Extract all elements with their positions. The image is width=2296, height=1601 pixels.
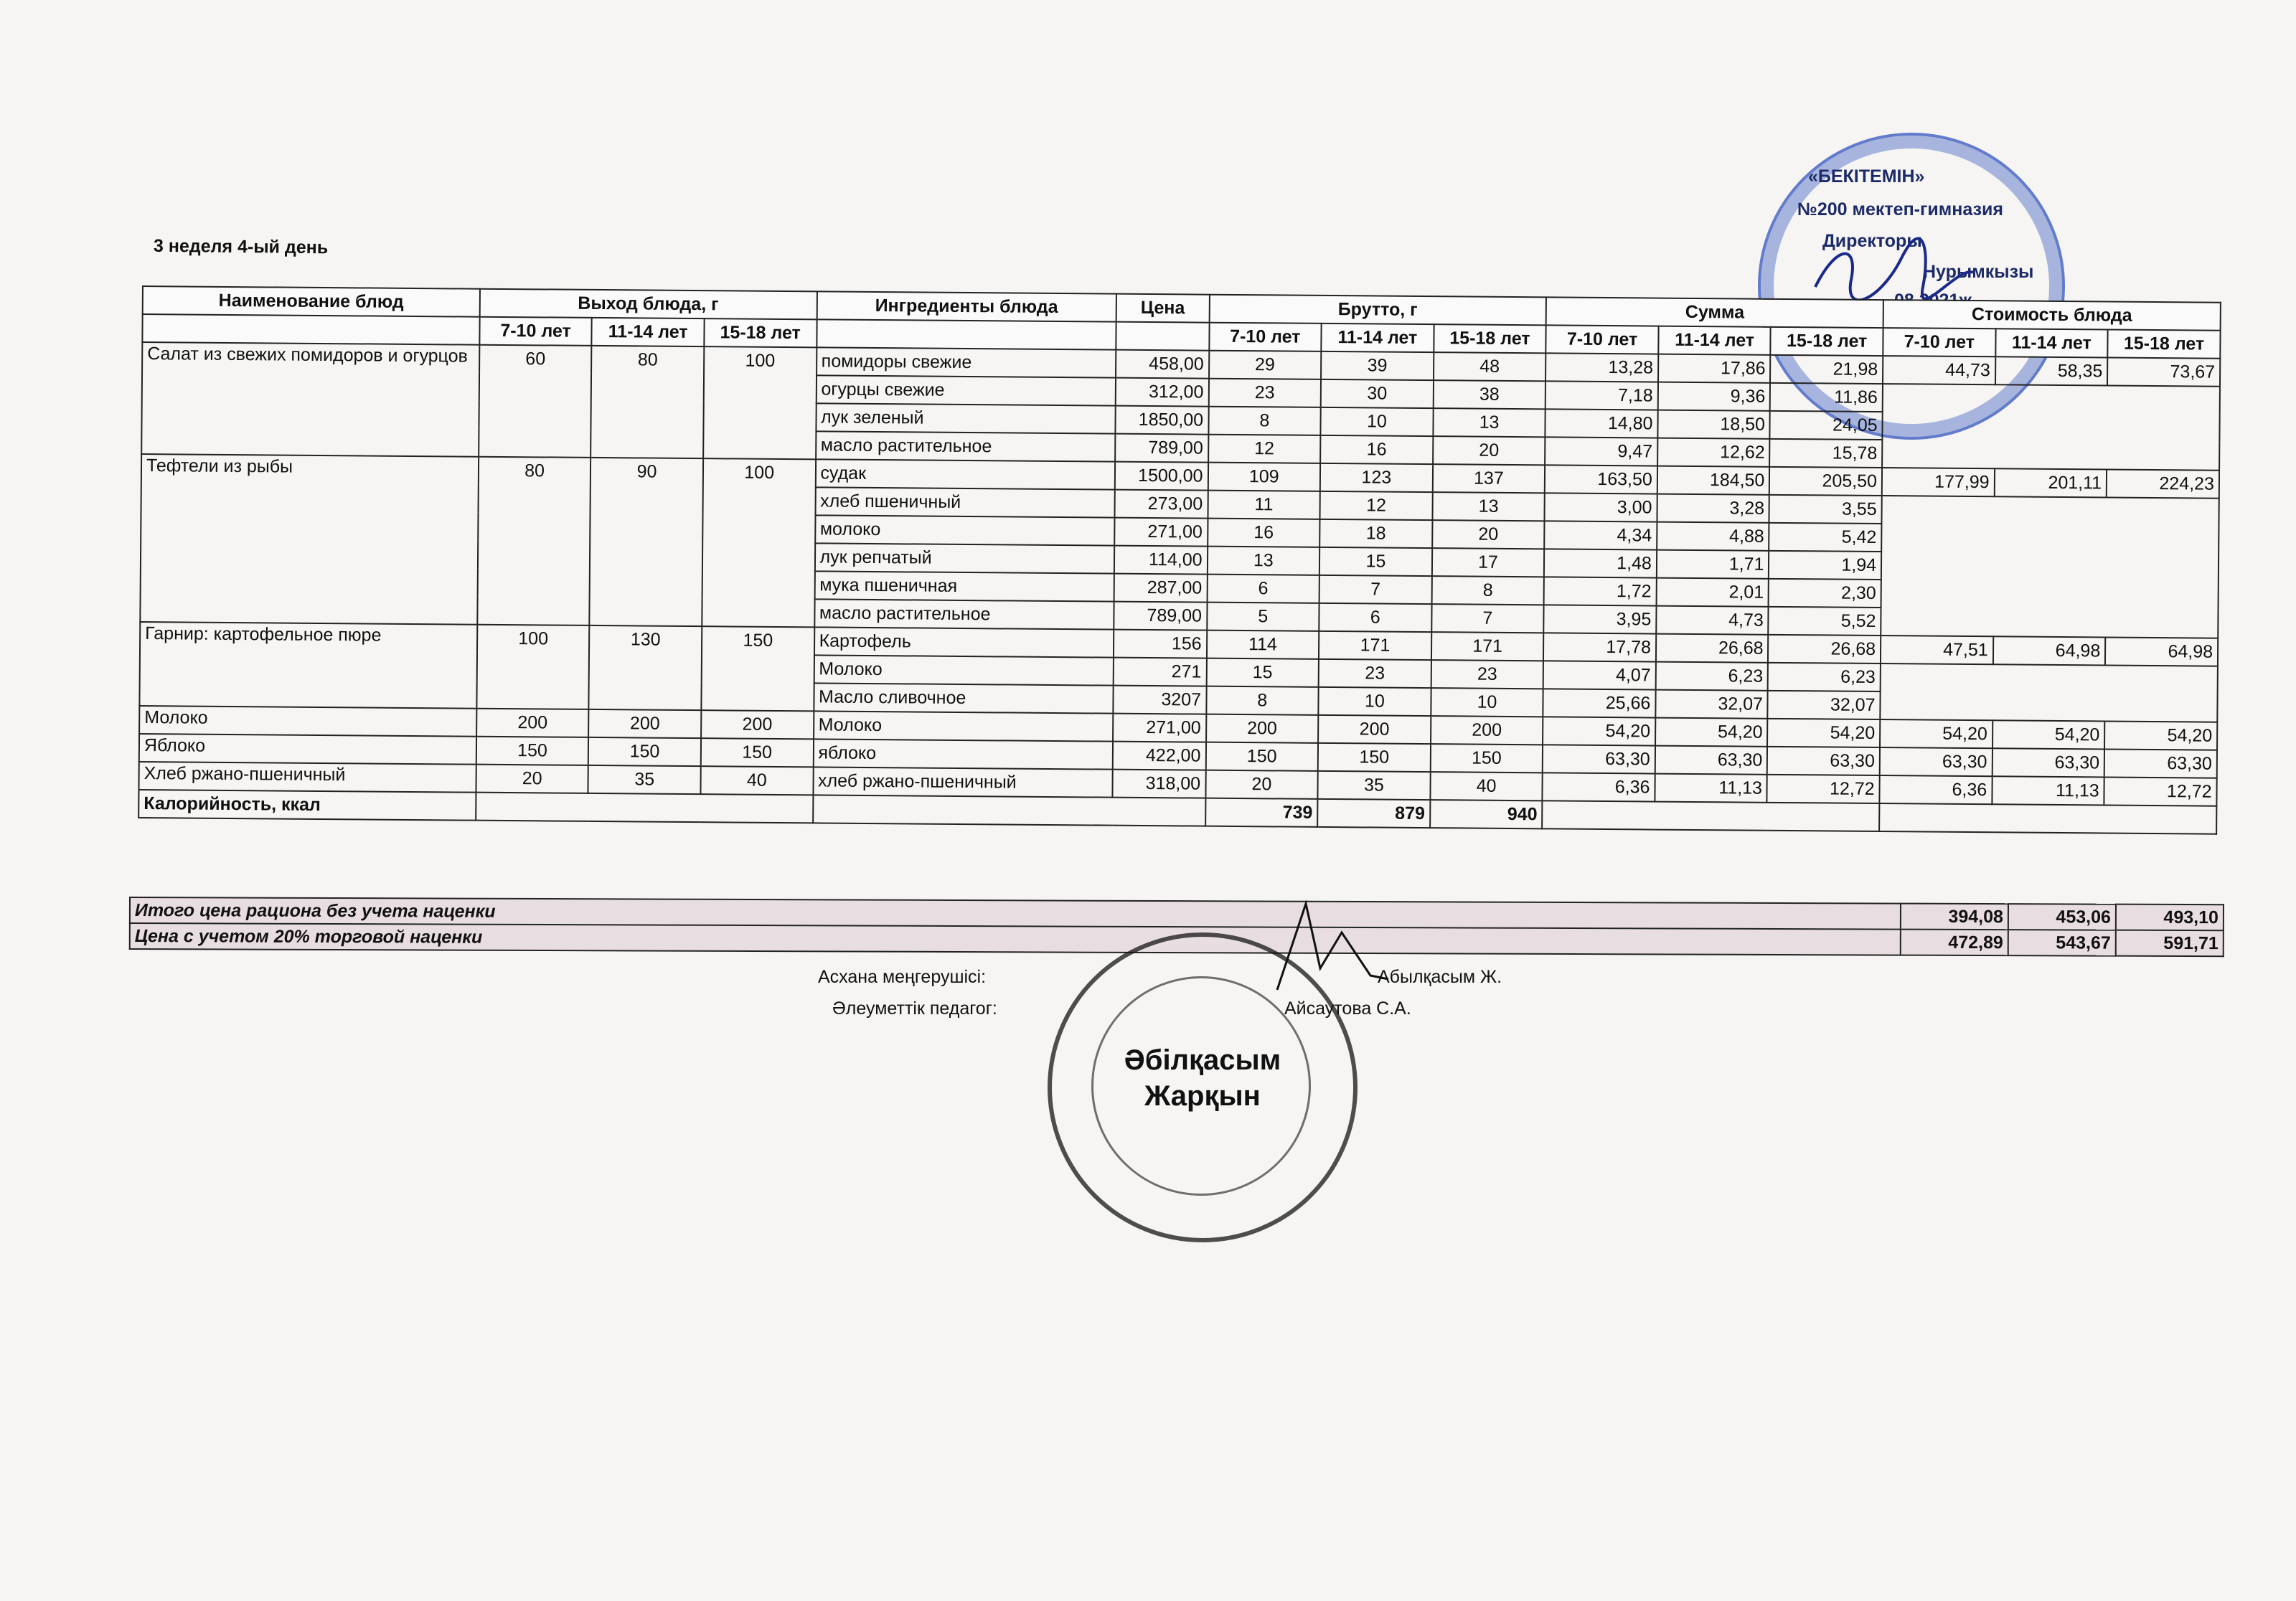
ingredient-sum: 3,95 [1544, 605, 1657, 633]
ingredient-brutto: 16 [1320, 435, 1433, 464]
ingredient-name: хлеб ржано-пшеничный [813, 767, 1113, 797]
ingredient-name: Молоко [814, 711, 1114, 741]
ingredient-brutto: 7 [1431, 604, 1544, 633]
dish-cost: 54,20 [2104, 722, 2217, 750]
dish-yield: 40 [700, 766, 813, 795]
calories-value: 739 [1205, 798, 1318, 827]
cost-empty [1881, 496, 2219, 638]
header-age: 7-10 лет [479, 317, 592, 346]
approval-line1: «БЕКІТЕМІН» [1808, 166, 1925, 186]
header-brutto: Брутто, г [1209, 295, 1546, 326]
dish-cost: 64,98 [1993, 636, 2106, 665]
ingredient-brutto: 17 [1432, 548, 1545, 577]
ingredient-sum: 163,50 [1545, 465, 1657, 493]
ingredient-sum: 11,13 [1655, 774, 1767, 803]
ingredient-brutto: 8 [1206, 686, 1319, 715]
ingredient-brutto: 8 [1208, 407, 1321, 435]
ingredient-sum: 32,07 [1655, 690, 1768, 719]
ingredient-name: мука пшеничная [814, 571, 1114, 601]
header-cost: Стоимость блюда [1883, 300, 2221, 331]
ingredient-sum: 54,20 [1767, 719, 1880, 747]
total-value: 394,08 [1901, 904, 2008, 930]
ingredient-sum: 4,88 [1657, 522, 1769, 551]
ingredient-brutto: 15 [1319, 547, 1432, 576]
ingredient-sum: 9,36 [1658, 382, 1771, 411]
total-label: Итого цена рациона без учета наценки [130, 897, 1901, 930]
calories-empty [1542, 800, 1879, 831]
ingredient-price: 114,00 [1114, 546, 1208, 575]
ingredient-brutto: 16 [1208, 519, 1320, 547]
dish-yield: 90 [590, 458, 703, 626]
ingredient-sum: 4,34 [1544, 521, 1657, 549]
dish-yield: 100 [476, 625, 589, 709]
ingredient-sum: 6,23 [1768, 663, 1881, 691]
dish-yield: 150 [588, 737, 701, 766]
ingredient-price: 271,00 [1114, 518, 1208, 547]
dish-cost: 11,13 [1992, 776, 2104, 805]
ingredient-brutto: 13 [1207, 547, 1319, 575]
header-age: 11-14 лет [1658, 326, 1771, 355]
ingredient-sum: 1,72 [1544, 577, 1657, 605]
header-age: 7-10 лет [1546, 325, 1659, 354]
ingredient-brutto: 30 [1321, 379, 1434, 408]
ingredient-sum: 24,05 [1770, 411, 1883, 440]
dish-cost: 177,99 [1882, 468, 1995, 496]
ingredient-name: помидоры свежие [817, 347, 1116, 377]
header-yield: Выход блюда, г [479, 289, 817, 320]
ingredient-brutto: 200 [1206, 714, 1319, 743]
ingredient-sum: 12,72 [1767, 775, 1880, 803]
ingredient-sum: 5,42 [1769, 523, 1882, 552]
ingredient-sum: 26,68 [1768, 635, 1881, 663]
ingredient-sum: 63,30 [1543, 745, 1655, 773]
ingredient-sum: 54,20 [1655, 718, 1768, 747]
dish-yield: 200 [588, 709, 701, 738]
cost-empty [1882, 384, 2220, 471]
ingredient-sum: 3,55 [1769, 495, 1882, 524]
ingredient-sum: 1,71 [1657, 550, 1769, 579]
ingredient-brutto: 18 [1319, 519, 1432, 548]
ingredient-price: 1500,00 [1115, 462, 1208, 491]
ingredient-sum: 11,86 [1770, 383, 1883, 412]
ingredient-brutto: 200 [1431, 716, 1543, 745]
dish-name: Хлеб ржано-пшеничный [138, 762, 476, 793]
dish-yield: 130 [589, 625, 702, 710]
dish-name: Салат из свежих помидоров и огурцов [141, 342, 479, 457]
ingredient-sum: 2,01 [1656, 578, 1769, 607]
ingredient-brutto: 20 [1433, 436, 1545, 465]
ingredient-sum: 12,62 [1657, 438, 1770, 467]
ingredient-sum: 9,47 [1545, 437, 1657, 466]
dish-name: Яблоко [139, 734, 476, 765]
ingredient-name: лук зеленый [816, 403, 1116, 433]
ingredient-price: 789,00 [1114, 602, 1207, 631]
menu-table-wrapper [138, 285, 2221, 835]
ingredient-sum: 14,80 [1545, 409, 1658, 438]
dish-yield: 20 [476, 765, 588, 793]
ingredient-brutto: 23 [1319, 659, 1431, 688]
header-age: 11-14 лет [592, 318, 705, 346]
ingredient-name: яблоко [813, 739, 1113, 769]
ingredient-sum: 63,30 [1767, 747, 1880, 775]
ingredient-brutto: 8 [1431, 576, 1544, 605]
dish-yield: 200 [476, 709, 589, 737]
ingredient-sum: 3,28 [1657, 494, 1769, 523]
ingredient-price: 422,00 [1113, 742, 1206, 770]
ingredient-brutto: 20 [1432, 520, 1545, 549]
ingredient-name: масло растительное [814, 599, 1114, 629]
ingredient-price: 287,00 [1114, 574, 1208, 603]
dish-cost: 44,73 [1883, 356, 1995, 384]
header-age: 15-18 лет [1434, 324, 1546, 353]
ingredient-brutto: 114 [1206, 631, 1319, 659]
calories-value: 879 [1317, 799, 1430, 828]
ingredient-sum: 25,66 [1543, 689, 1656, 717]
organization-stamp [1048, 932, 1358, 1242]
menu-table [138, 285, 2221, 835]
ingredient-price: 318,00 [1113, 770, 1206, 798]
ingredient-sum: 54,20 [1543, 717, 1655, 745]
dish-yield: 80 [591, 346, 704, 458]
ingredient-brutto: 5 [1207, 603, 1319, 631]
dish-cost: 201,11 [1994, 468, 2107, 497]
ingredient-price: 312,00 [1116, 378, 1209, 407]
header-empty [1116, 322, 1209, 351]
total-value: 472,89 [1901, 930, 2008, 956]
dish-yield: 150 [701, 626, 814, 711]
ingredient-sum: 15,78 [1770, 439, 1883, 468]
ingredient-brutto: 23 [1431, 660, 1543, 689]
ingredient-brutto: 10 [1431, 688, 1543, 717]
ingredient-brutto: 48 [1434, 352, 1546, 381]
ingredient-brutto: 150 [1430, 744, 1543, 773]
ingredient-brutto: 10 [1321, 407, 1434, 436]
header-age: 7-10 лет [1883, 328, 1995, 356]
ingredient-brutto: 29 [1209, 351, 1322, 379]
ingredient-name: хлеб пшеничный [815, 487, 1115, 517]
ingredient-sum: 5,52 [1769, 607, 1881, 636]
ingredient-sum: 2,30 [1769, 579, 1881, 608]
ingredient-brutto: 35 [1318, 771, 1431, 800]
calories-label: Калорийность, ккал [138, 790, 476, 821]
header-sum: Сумма [1546, 297, 1883, 328]
ingredient-sum: 184,50 [1657, 466, 1770, 495]
ingredient-brutto: 150 [1205, 742, 1318, 771]
ingredient-sum: 13,28 [1545, 353, 1658, 382]
approval-line3: Директоры [1822, 231, 1922, 251]
dish-cost: 6,36 [1879, 775, 1992, 804]
ingredient-brutto: 171 [1319, 631, 1431, 660]
ingredient-name: Молоко [814, 655, 1114, 685]
dish-cost: 54,20 [1880, 719, 1992, 748]
dish-cost: 12,72 [2104, 778, 2217, 806]
ingredient-brutto: 23 [1208, 379, 1321, 407]
ingredient-sum: 18,50 [1657, 410, 1770, 439]
ingredient-brutto: 7 [1319, 575, 1432, 604]
calories-empty [476, 793, 813, 823]
ingredient-brutto: 171 [1431, 632, 1544, 661]
header-age: 15-18 лет [1771, 327, 1883, 356]
ingredient-brutto: 15 [1206, 658, 1319, 687]
cost-empty [1880, 663, 2218, 722]
ingredient-sum: 3,00 [1545, 493, 1657, 521]
ingredient-sum: 17,78 [1543, 633, 1656, 661]
ingredient-sum: 4,07 [1543, 661, 1656, 689]
ingredient-price: 3207 [1113, 686, 1206, 714]
dish-name: Гарнир: картофельное пюре [139, 622, 477, 709]
header-age: 11-14 лет [1995, 329, 2108, 357]
ingredient-sum: 63,30 [1655, 746, 1768, 775]
ingredient-brutto: 38 [1433, 380, 1545, 409]
ingredient-brutto: 150 [1318, 743, 1431, 772]
ingredient-price: 273,00 [1115, 490, 1208, 519]
header-price: Цена [1116, 294, 1210, 323]
ingredient-brutto: 12 [1208, 435, 1321, 463]
total-value: 591,71 [2116, 930, 2224, 957]
ingredient-brutto: 200 [1318, 715, 1431, 744]
header-ingredients: Ингредиенты блюда [817, 291, 1116, 321]
ingredient-brutto: 12 [1320, 491, 1433, 520]
dish-cost: 73,67 [2107, 358, 2220, 387]
ingredient-brutto: 39 [1321, 351, 1434, 380]
signature-name: Абылқасым Ж. [1378, 967, 1502, 987]
total-value: 453,06 [2008, 904, 2116, 930]
approval-line4: Нурымкызы [1923, 262, 2034, 282]
header-age: 15-18 лет [2108, 330, 2221, 359]
stamp-name-line1: Әбілқасым [1124, 1044, 1281, 1076]
signature-role: Әлеуметтік педагог: [832, 998, 997, 1019]
ingredient-sum: 6,23 [1656, 662, 1769, 691]
ingredient-sum: 4,73 [1656, 606, 1769, 635]
dish-cost: 58,35 [1995, 356, 2108, 385]
dish-yield: 150 [476, 737, 589, 765]
ingredient-brutto: 13 [1433, 408, 1545, 437]
header-empty [142, 314, 479, 345]
dish-cost: 63,30 [1880, 747, 1992, 776]
dish-yield: 100 [702, 458, 815, 627]
dish-name: Молоко [139, 706, 476, 737]
menu-body [138, 342, 2220, 834]
ingredient-sum: 21,98 [1770, 355, 1883, 384]
ingredient-brutto: 10 [1318, 687, 1431, 716]
ingredient-brutto: 13 [1432, 492, 1545, 521]
dish-cost: 64,98 [2105, 638, 2218, 666]
header-dish: Наименование блюд [143, 286, 480, 317]
dish-yield: 100 [703, 346, 817, 459]
dish-name: Тефтели из рыбы [140, 454, 479, 625]
dish-yield: 150 [701, 738, 814, 767]
ingredient-name: Масло сливочное [814, 683, 1114, 713]
dish-cost: 63,30 [2104, 750, 2217, 778]
ingredient-name: Картофель [814, 627, 1114, 657]
calories-empty [813, 795, 1205, 826]
ingredient-sum: 6,36 [1543, 773, 1655, 801]
ingredient-price: 458,00 [1116, 350, 1209, 379]
dish-yield: 35 [588, 765, 701, 794]
ingredient-name: лук репчатый [814, 543, 1114, 573]
header-empty [817, 319, 1116, 349]
ingredient-name: масло растительное [816, 431, 1116, 461]
ingredient-name: огурцы свежие [816, 375, 1116, 405]
dish-cost: 63,30 [1992, 748, 2104, 777]
ingredient-sum: 26,68 [1656, 634, 1769, 663]
approval-line2: №200 мектеп-гимназия [1797, 199, 2003, 219]
ingredient-price: 789,00 [1115, 434, 1208, 463]
dish-yield: 200 [701, 710, 814, 739]
ingredient-sum: 32,07 [1768, 691, 1881, 719]
page-title: 3 неделя 4-ый день [153, 235, 329, 258]
calories-value: 940 [1430, 800, 1543, 828]
dish-yield: 80 [477, 457, 591, 625]
ingredient-price: 1850,00 [1116, 406, 1209, 435]
signature-name: Айсаутова С.А. [1284, 998, 1411, 1019]
header-age: 7-10 лет [1209, 323, 1322, 351]
total-label: Цена с учетом 20% торговой наценки [130, 923, 1901, 955]
ingredient-price: 271,00 [1113, 714, 1206, 742]
stamp-name-line2: Жарқын [1144, 1080, 1261, 1112]
ingredient-brutto: 109 [1208, 463, 1320, 491]
ingredient-sum: 1,48 [1544, 549, 1657, 577]
dish-cost: 54,20 [1992, 720, 2105, 749]
header-age: 15-18 лет [704, 318, 817, 347]
dish-cost: 47,51 [1881, 636, 1993, 664]
ingredient-name: судак [815, 459, 1115, 489]
ingredient-sum: 7,18 [1545, 381, 1658, 410]
ingredient-brutto: 6 [1319, 603, 1431, 632]
ingredient-sum: 1,94 [1769, 551, 1881, 580]
dish-cost: 224,23 [2107, 470, 2219, 499]
ingredient-name: молоко [815, 515, 1115, 545]
calories-empty [1879, 803, 2216, 834]
ingredient-brutto: 40 [1430, 772, 1543, 800]
ingredient-brutto: 6 [1207, 575, 1319, 603]
ingredient-brutto: 137 [1432, 464, 1545, 493]
ingredient-brutto: 123 [1320, 463, 1433, 492]
total-value: 543,67 [2008, 930, 2116, 956]
ingredient-sum: 17,86 [1658, 354, 1771, 383]
ingredient-price: 156 [1114, 630, 1207, 658]
header-age: 11-14 лет [1321, 323, 1434, 352]
ingredient-sum: 205,50 [1769, 467, 1882, 496]
total-value: 493,10 [2116, 905, 2224, 931]
ingredient-price: 271 [1114, 658, 1207, 686]
dish-yield: 60 [479, 345, 592, 458]
signature-role: Асхана меңгерушісі: [818, 967, 987, 987]
ingredient-brutto: 11 [1208, 491, 1320, 519]
ingredient-brutto: 20 [1205, 770, 1318, 799]
